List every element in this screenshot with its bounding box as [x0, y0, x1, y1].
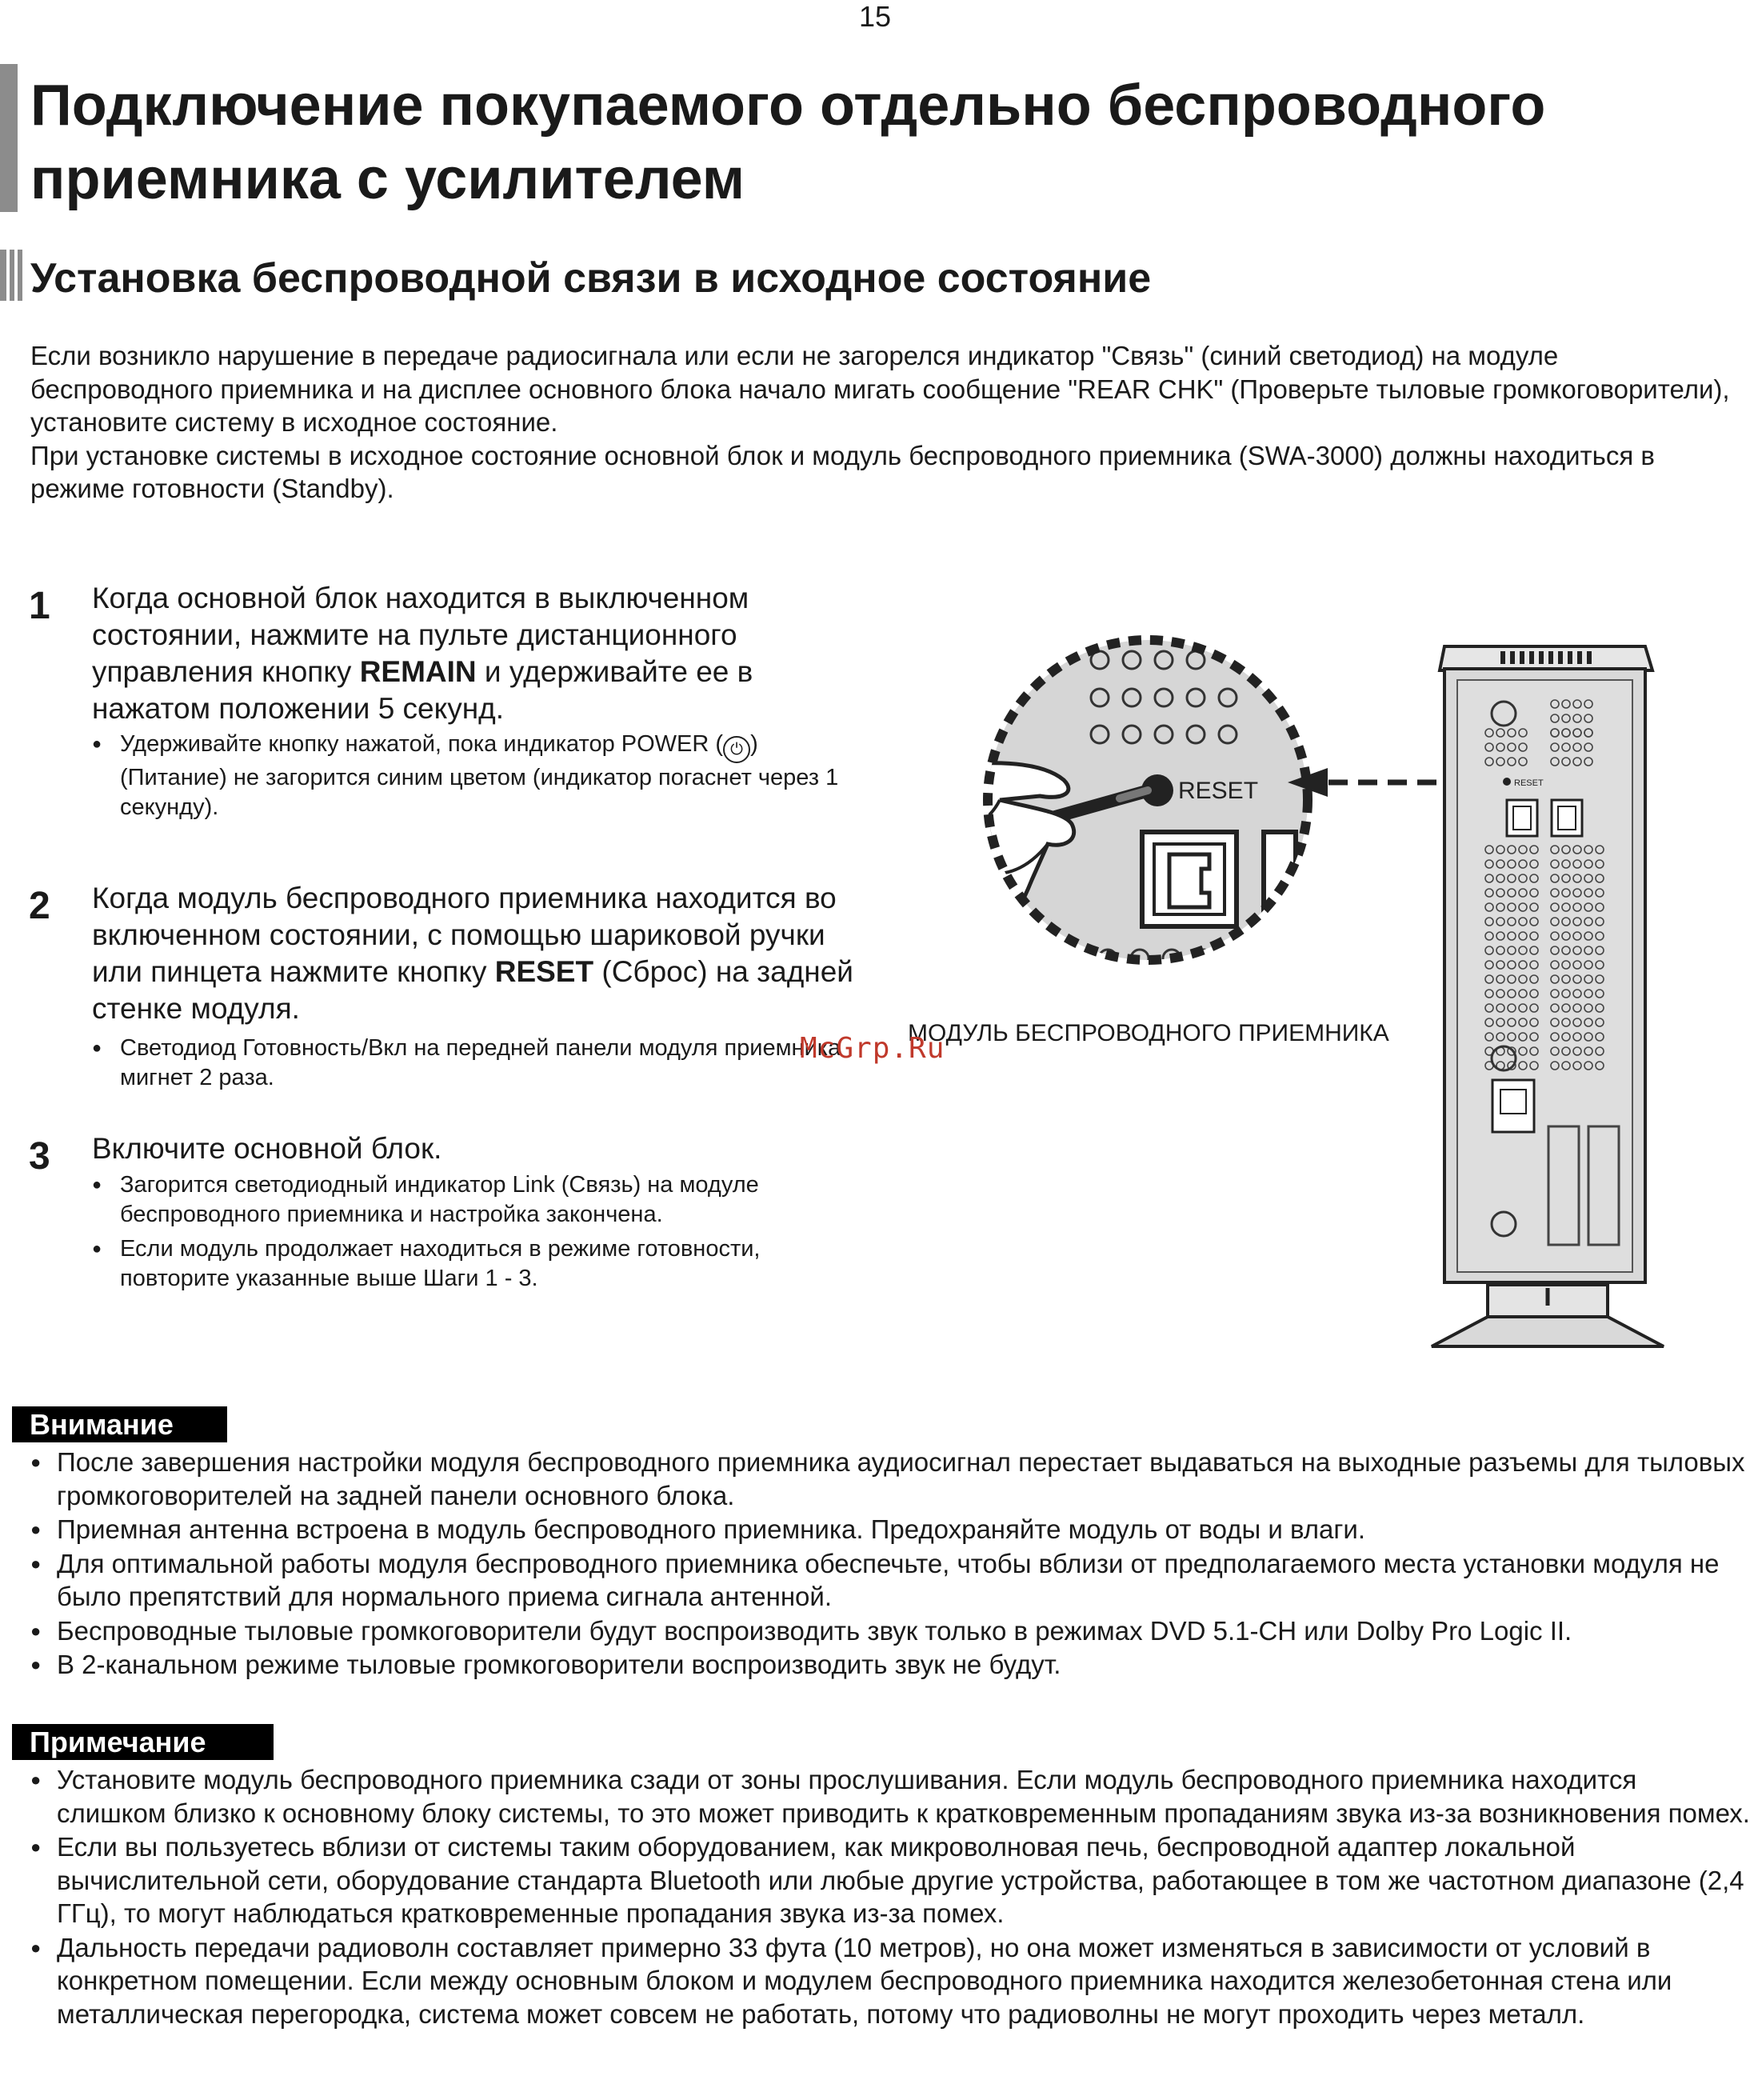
step-1-bullets: [92, 730, 860, 827]
section-subtitle: Установка беспроводной связи в исходное состояние: [30, 255, 1152, 302]
intro-text: Если возникло нарушение в передаче радиосигнала или если не загорелся индикатор "Связь" (синий светодиод) на модуле беспроводного приемника и на дисплее основного блока начало мигать сообщение "REAR CHK" (Проверьте тыловые громкоговорители), установите систему в исходное состояние. При установке системы в исходное состояние основной блок и модуль беспроводного приемника (SWA-3000) должны находиться в режиме готовности (Standby).: [30, 341, 1730, 503]
wireless-receiver-illustration: [920, 632, 1750, 1368]
step-3-number: 3: [29, 1135, 50, 1178]
figure-caption: МОДУЛЬ БЕСПРОВОДНОГО ПРИЕМНИКА: [908, 1020, 1389, 1046]
title-accent-bar: [0, 64, 18, 212]
reset-label-zoom: RESET: [1178, 778, 1259, 804]
attention-label: Внимание: [12, 1406, 232, 1442]
step-1-text: Когда основной блок находится в выключенном состоянии, нажмите на пульте дистанционного управления кнопку REMAIN и удерживайте ее в нажатом положении 5 секунд.: [92, 582, 753, 725]
list-item: ● Если вы пользуетесь вблизи от системы таким оборудованием, как микроволновая печь, беспроводной адаптер локальной вычислительной сети, оборудование стандарта Bluetooth или любые другие устройства, работающее в том же частотном диапазоне (2,4 ГГц), то могут наблюдаться кратковременные пропадания звука из-за помех.: [30, 1830, 1750, 1930]
page-number: 15: [858, 0, 892, 33]
note-label: Примечание: [12, 1724, 278, 1760]
step-1-number: 1: [29, 585, 50, 627]
list-item: ● Приемная антенна встроена в модуль беспроводного приемника. Предохраняйте модуль от воды и влаги.: [30, 1513, 1750, 1546]
list-item: ● Удерживайте кнопку нажатой, пока индикатор POWER ( ⏻ ) (Питание) не загорится синим цветом (индикатор погаснет через 1 секунду).: [92, 730, 860, 822]
reset-label-small: RESET: [1514, 778, 1544, 788]
note-list: [30, 1763, 1750, 2031]
step-3-bullets: [92, 1170, 860, 1298]
subtitle-accent-bars: [0, 250, 22, 301]
list-item: ● Если модуль продолжает находиться в режиме готовности, повторите указанные выше Шаги 1 - 3.: [92, 1234, 860, 1294]
list-item: ● Для оптимальной работы модуля беспроводного приемника обеспечьте, чтобы вблизи от предполагаемого места установки модуля не было препятствий для нормального приема сигнала антенной.: [30, 1547, 1750, 1614]
step-2-number: 2: [29, 885, 50, 927]
step-3-text: Включите основной блок.: [92, 1132, 442, 1165]
list-item: ● Дальность передачи радиоволн составляет примерно 33 фута (10 метров), но она может изменяться в зависимости от условий в конкретном помещении. Если между основным блоком и модулем беспроводного приемника находится железобетонная стена или металлическая перегородка, система может совсем не работать, потому что радиоволны не могут проходить через металл.: [30, 1931, 1750, 2031]
step-2-text: Когда модуль беспроводного приемника находится во включенном состоянии, с помощью шариковой ручки или пинцета нажмите кнопку RESET (Сброс) на задней стенке модуля.: [92, 882, 853, 1025]
list-item: ● Загорится светодиодный индикатор Link (Связь) на модуле беспроводного приемника и настройка закончена.: [92, 1170, 860, 1230]
watermark: McGrp.Ru: [800, 1032, 945, 1065]
list-item: ● Установите модуль беспроводного приемника сзади от зоны прослушивания. Если модуль беспроводного приемника находится слишком близко к основному блоку системы, то это может приводить к кратковременным пропаданиям звука из-за возникновения помех.: [30, 1763, 1750, 1830]
reset-key-label: RESET: [494, 955, 594, 988]
remain-key-label: REMAIN: [359, 655, 477, 688]
list-item: ● После завершения настройки модуля беспроводного приемника аудиосигнал перестает выдаваться на выходные разъемы для тыловых громкоговорителей на задней панели основного блока.: [30, 1446, 1750, 1512]
list-item: ● Светодиод Готовность/Вкл на передней панели модуля приемника мигнет 2 раза.: [92, 1034, 860, 1093]
page-title: Подключение покупаемого отдельно беспроводного приемника с усилителем: [30, 74, 1546, 211]
list-item: ● Беспроводные тыловые громкоговорители будут воспроизводить звук только в режимах DVD 5.1-CH или Dolby Pro Logic II.: [30, 1614, 1750, 1648]
step-2-bullets: [92, 1034, 860, 1098]
list-item: ● В 2-канальном режиме тыловые громкоговорители воспроизводить звук не будут.: [30, 1648, 1750, 1682]
attention-list: [30, 1446, 1750, 1682]
power-icon: ⏻: [723, 736, 750, 763]
intro-paragraph: [30, 339, 1734, 506]
